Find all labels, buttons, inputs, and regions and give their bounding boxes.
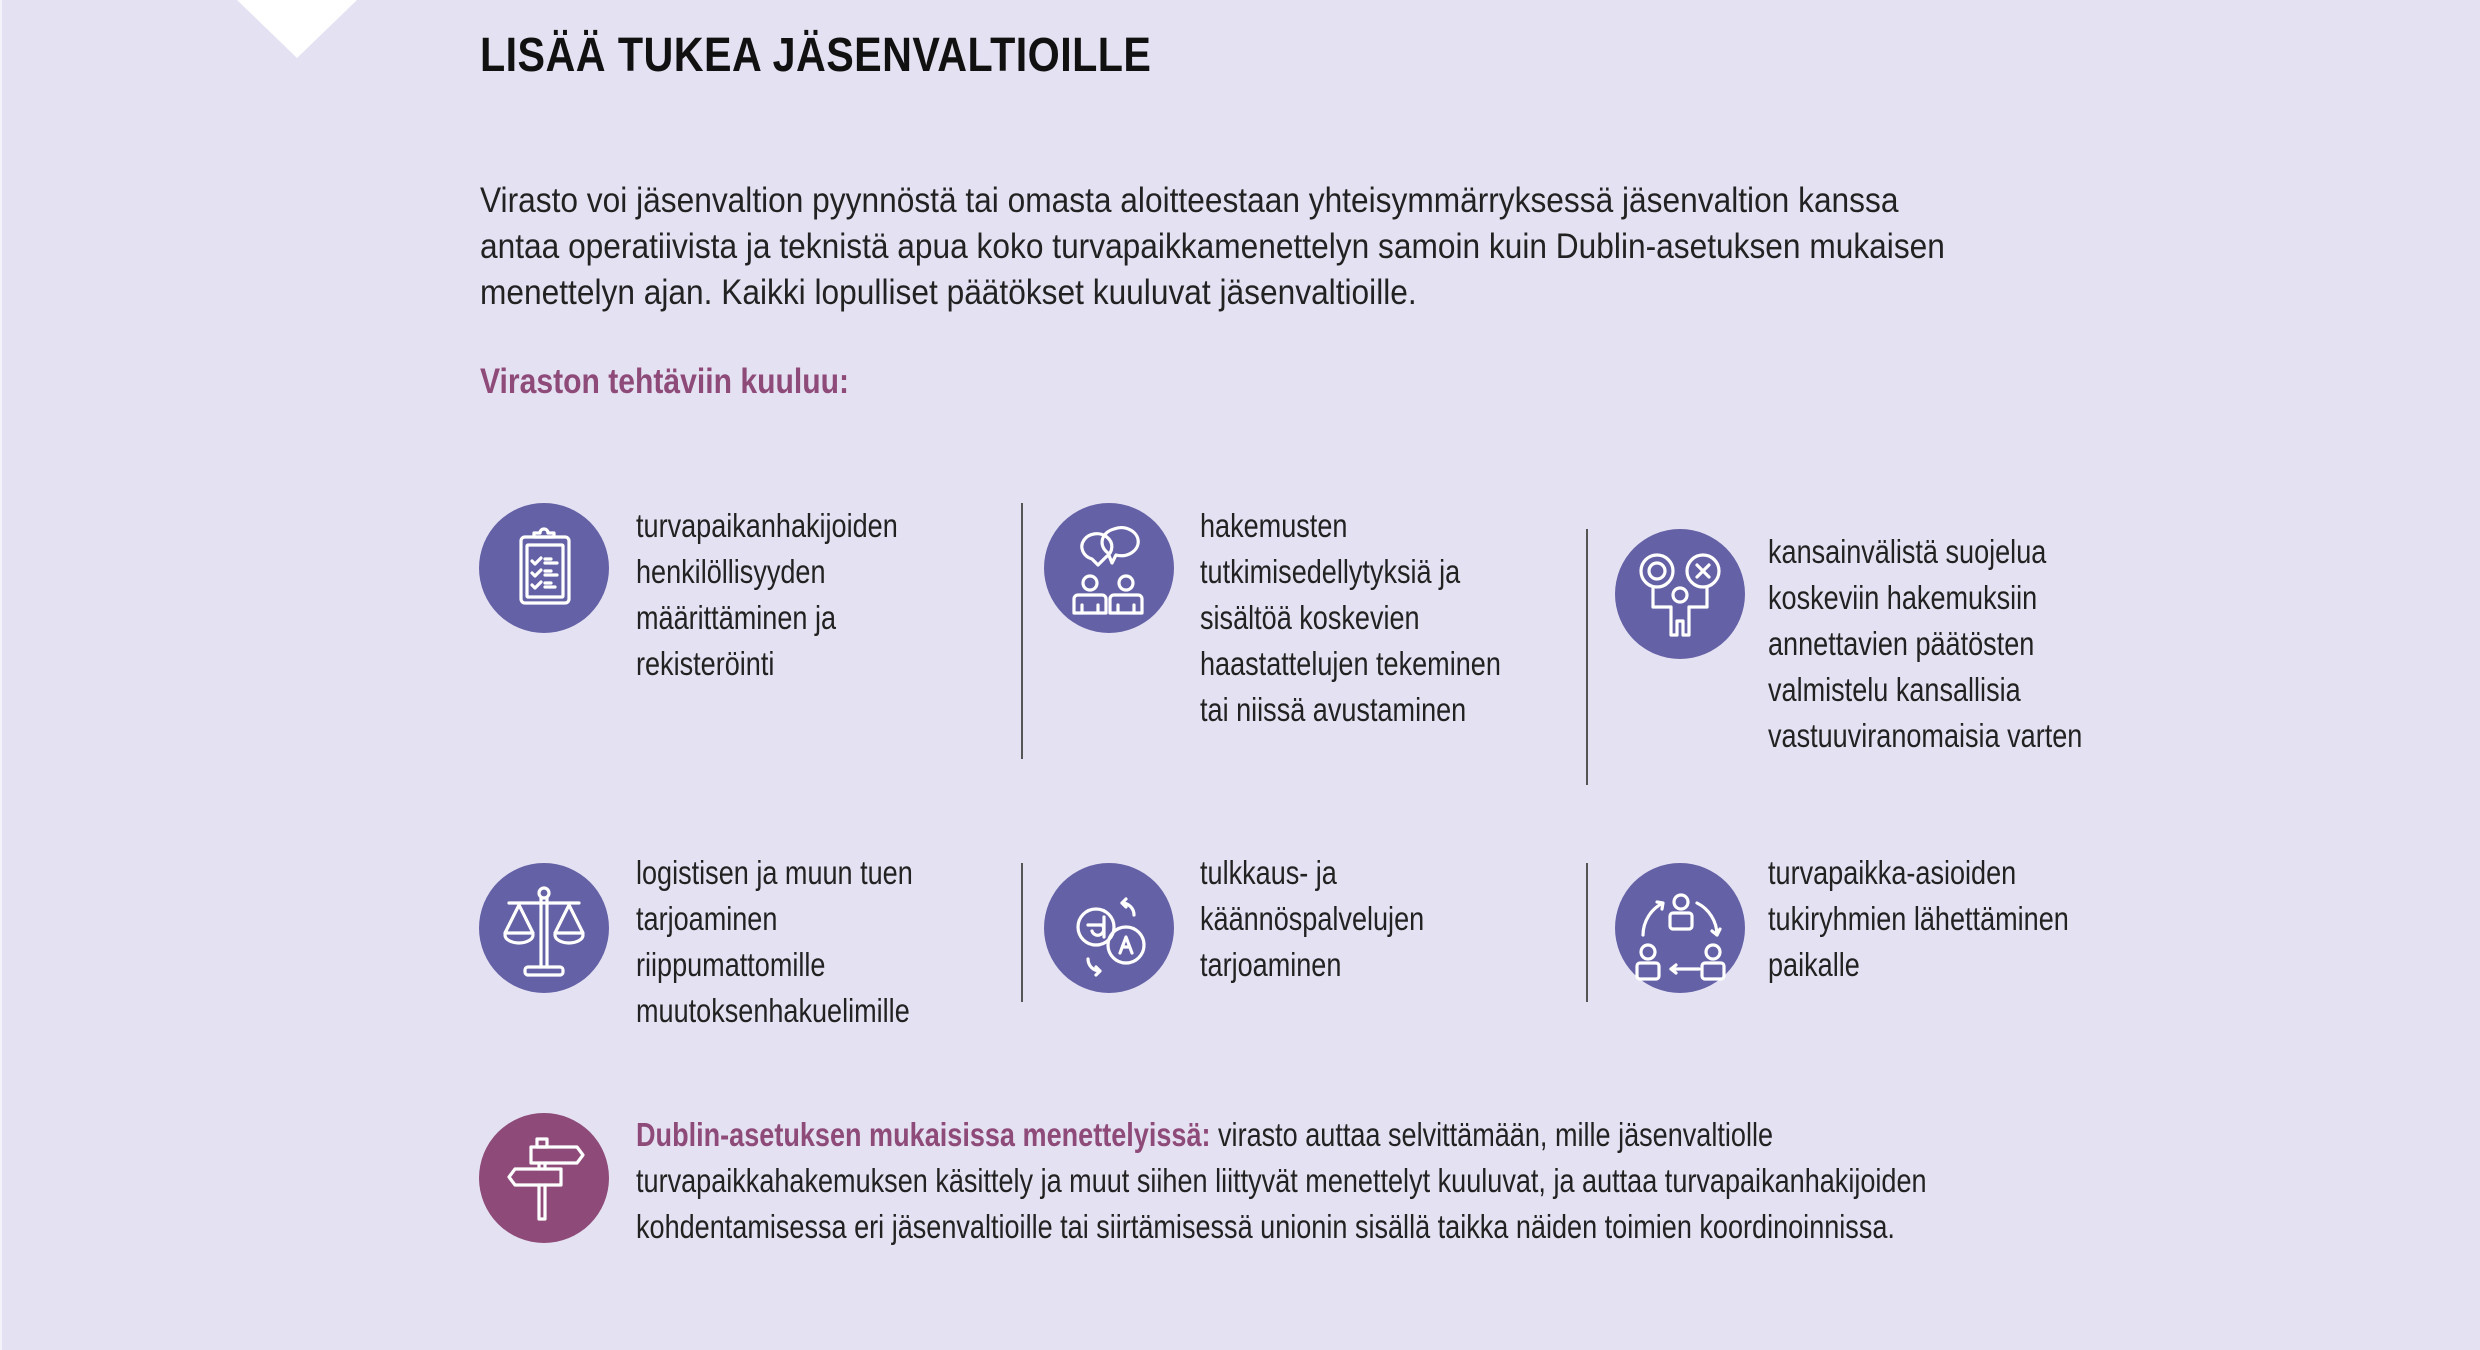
intro-line: Virasto voi jäsenvaltion pyynnöstä tai omasta aloitteestaan yhteisymmärryksessä jäsenvaltion kanssa [480,181,1899,220]
column-divider [1586,529,1588,785]
decorative-triangle [237,0,357,58]
scales-of-justice-icon [479,863,609,993]
task-item-interviews [1200,503,1567,733]
task-line: valmistelu kansallisia [1768,671,2021,708]
dublin-line1-rest: virasto auttaa selvittämään, mille jäsenvaltiolle [1210,1116,1774,1153]
task-line: turvapaikka-asioiden [1768,854,2017,891]
task-line: määrittäminen ja [636,599,837,636]
dublin-lead: Dublin-asetuksen mukaisissa menettelyissä: [636,1116,1211,1153]
column-divider [1586,863,1588,1002]
task-line: käännöspalvelujen [1200,900,1425,937]
task-line: tarjoaminen [636,900,778,937]
task-item-translation [1200,850,1473,988]
task-line: logistisen ja muun tuen [636,854,913,891]
task-line: tutkimisedellytyksiä ja [1200,553,1461,590]
task-line: vastuuviranomaisia varten [1768,717,2083,754]
column-divider [1021,863,1023,1002]
task-line: haastattelujen tekeminen [1200,645,1501,682]
task-line: tukiryhmien lähettäminen [1768,900,2069,937]
task-line: tulkkaus- ja [1200,854,1337,891]
task-line: paikalle [1768,946,1860,983]
column-divider [1021,503,1023,759]
decision-yes-no-icon [1615,529,1745,659]
interview-speech-bubbles-icon [1044,503,1174,633]
signpost-icon [479,1113,609,1243]
task-line: tai niissä avustaminen [1200,691,1467,728]
task-item-decisions [1768,529,2151,759]
intro-paragraph [480,178,2380,316]
task-line: rekisteröinti [636,645,775,682]
intro-line: antaa operatiivista ja teknistä apua koko turvapaikkamenettelyn samoin kuin Dublin-asetuksen mukaisen [480,227,1945,266]
task-line: koskeviin hakemuksiin [1768,579,2038,616]
intro-line: menettelyn ajan. Kaikki lopulliset päätökset kuuluvat jäsenvaltioille. [480,273,1417,312]
task-item-support-teams [1768,850,2135,988]
task-line: kansainvälistä suojelua [1768,533,2047,570]
dublin-procedures-text [636,1112,2210,1250]
dublin-line [636,1112,1927,1158]
task-line: henkilöllisyyden [636,553,826,590]
tasks-heading: Viraston tehtäviin kuuluu: [480,362,850,401]
dublin-line: turvapaikkahakemuksen käsittely ja muut siihen liittyvät menettelyt kuuluvat, ja auttaa turvapaikanhakijoiden [636,1162,1927,1199]
task-line: hakemusten [1200,507,1348,544]
dublin-line: kohdentamisessa eri jäsenvaltioille tai siirtämisessä unionin sisällä taikka näiden toimien koordinoinnissa. [636,1208,1895,1245]
task-line: annettavien päätösten [1768,625,2035,662]
task-line: turvapaikanhakijoiden [636,507,898,544]
task-line: riippumattomille [636,946,826,983]
page-title: LISÄÄ TUKEA JÄSENVALTIOILLE [480,29,1152,82]
page-edge [0,0,2,1350]
team-rotation-icon [1615,863,1745,993]
task-item-logistics [636,850,974,1034]
clipboard-checklist-icon [479,503,609,633]
task-item-identification [636,503,955,687]
translation-icon [1044,863,1174,993]
task-line: muutoksenhakuelimille [636,992,910,1029]
task-line: sisältöä koskevien [1200,599,1420,636]
task-line: tarjoaminen [1200,946,1342,983]
